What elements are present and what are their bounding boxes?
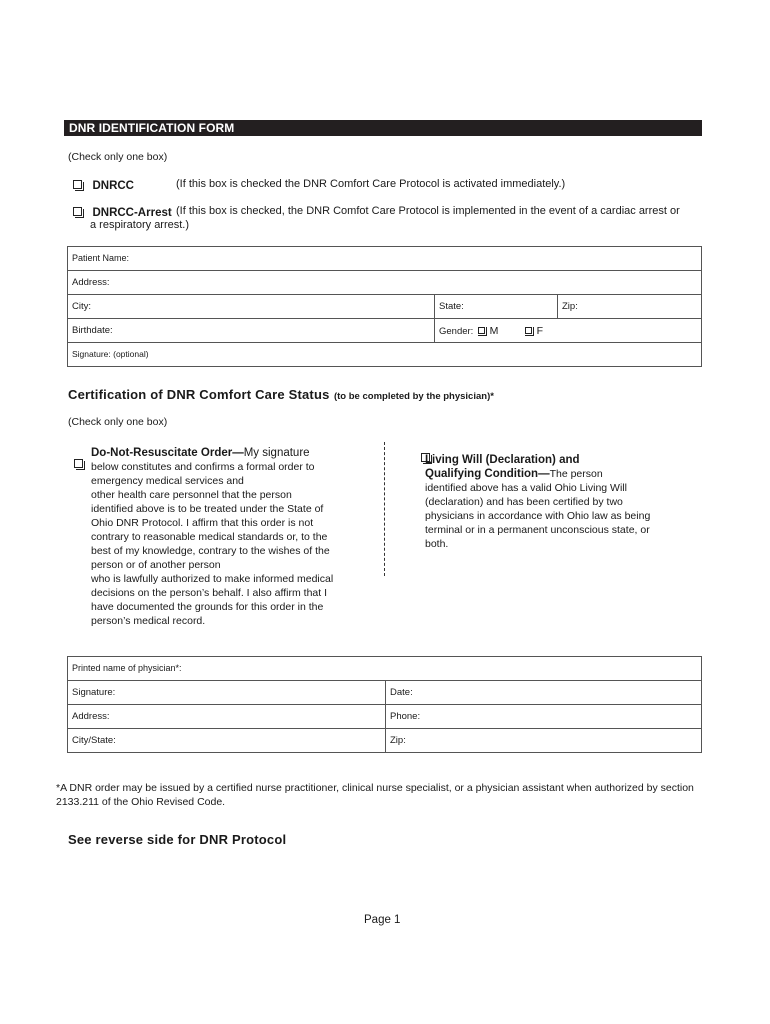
living-will-text — [425, 453, 675, 551]
dnr-order-line: decisions on the person’s behalf. I also affirm that I — [91, 587, 327, 599]
living-will-line: both. — [425, 538, 449, 550]
certification-heading — [68, 386, 494, 404]
physician-address-label: Address: — [72, 711, 110, 722]
dnr-order-line: best of my knowledge, contrary to the wishes of the — [91, 545, 330, 557]
living-will-line: identified above has a valid Ohio Living Will — [425, 482, 627, 494]
dnr-order-line: person or of another person — [91, 559, 221, 571]
dnr-order-text — [91, 446, 361, 628]
dnrcc-arrest-checkbox[interactable] — [73, 207, 82, 216]
footnote-line-1: *A DNR order may be issued by a certified nurse practitioner, clinical nurse specialist, or a physician assistant when authorized by section — [56, 782, 694, 794]
footnote-line-2: 2133.211 of the Ohio Revised Code. — [56, 796, 226, 808]
physician-city-state-field[interactable] — [68, 729, 386, 753]
gender-f-label: F — [536, 324, 544, 337]
zip-field[interactable] — [558, 295, 702, 319]
page-number: Page 1 — [364, 914, 401, 926]
dnrcc-arrest-description-1: (If this box is checked, the DNR Comfot Care Protocol is implemented in the event of a cardiac arrest or — [176, 205, 680, 217]
dnr-order-line: other health care personnel that the person — [91, 489, 292, 501]
patient-name-field[interactable] — [68, 247, 702, 271]
physician-address-field[interactable] — [68, 705, 386, 729]
dnr-order-line: have documented the grounds for this order in the — [91, 601, 324, 613]
dnrcc-arrest-description-2: a respiratory arrest.) — [90, 219, 190, 231]
physician-city-state-label: City/State: — [72, 735, 116, 746]
dnr-order-line: identified above is to be treated under the State of — [91, 503, 324, 515]
form-title: DNR IDENTIFICATION FORM — [64, 120, 702, 136]
address-label: Address: — [72, 277, 110, 288]
living-will-heading-1: Living Will (Declaration) and — [425, 454, 580, 466]
dnrcc-description: (If this box is checked the DNR Comfort Care Protocol is activated immediately.) — [176, 178, 566, 190]
dnr-order-line: who is lawfully authorized to make informed medical — [91, 573, 334, 585]
living-will-line: (declaration) and has been certified by two — [425, 496, 623, 508]
living-will-heading-2: Qualifying Condition— — [425, 468, 550, 480]
physician-info-table — [67, 656, 702, 753]
gender-label: Gender: — [439, 325, 474, 337]
certification-subtitle: (to be completed by the physician)* — [333, 391, 494, 402]
zip-label: Zip: — [562, 301, 578, 312]
living-will-line: physicians in accordance with Ohio law as being — [425, 510, 651, 522]
reverse-side-note: See reverse side for DNR Protocol — [68, 832, 287, 847]
gender-f-checkbox[interactable] — [525, 327, 532, 334]
dnrcc-checkbox[interactable] — [73, 180, 82, 189]
column-divider — [384, 442, 385, 576]
dnr-order-line: Ohio DNR Protocol. I affirm that this order is not — [91, 517, 314, 529]
physician-signature-label: Signature: — [72, 687, 116, 698]
patient-info-table — [67, 246, 702, 367]
dnrcc-label: DNRCC — [92, 180, 134, 192]
address-field[interactable] — [68, 271, 702, 295]
physician-name-label: Printed name of physician*: — [72, 663, 182, 673]
dnr-order-line: emergency medical services and — [91, 475, 244, 487]
certification-title: Certification of DNR Comfort Care Status — [68, 387, 330, 402]
physician-name-field[interactable] — [68, 657, 702, 681]
footnote — [56, 781, 736, 809]
physician-date-field[interactable] — [386, 681, 702, 705]
gender-m-label: M — [489, 324, 499, 337]
living-will-line: The person — [549, 468, 603, 480]
dnr-order-heading: Do-Not-Resuscitate Order— — [91, 447, 244, 459]
signature-field[interactable] — [68, 343, 702, 367]
living-will-line: terminal or in a permanent unconscious state, or — [425, 524, 650, 536]
dnr-order-line: below constitutes and confirms a formal order to — [91, 461, 315, 473]
check-one-instruction: (Check only one box) — [68, 151, 168, 163]
state-label: State: — [439, 301, 464, 312]
state-field[interactable] — [435, 295, 558, 319]
dnr-order-line: contrary to reasonable medical standards or, to the — [91, 531, 328, 543]
physician-zip-label: Zip: — [390, 735, 406, 746]
gender-field — [435, 319, 702, 343]
signature-label: Signature: (optional) — [72, 349, 149, 359]
city-field[interactable] — [68, 295, 435, 319]
physician-signature-field[interactable] — [68, 681, 386, 705]
physician-phone-field[interactable] — [386, 705, 702, 729]
option-dnrcc — [73, 176, 134, 194]
city-label: City: — [72, 301, 91, 312]
certification-check-one: (Check only one box) — [68, 416, 168, 428]
physician-zip-field[interactable] — [386, 729, 702, 753]
dnr-order-checkbox[interactable] — [74, 459, 83, 468]
birthdate-label: Birthdate: — [72, 325, 113, 336]
physician-date-label: Date: — [390, 687, 413, 698]
gender-m-checkbox[interactable] — [478, 327, 485, 334]
patient-name-label: Patient Name: — [72, 253, 130, 263]
birthdate-field[interactable] — [68, 319, 435, 343]
dnrcc-arrest-label: DNRCC-Arrest — [92, 207, 172, 219]
dnr-order-line: person’s medical record. — [91, 615, 206, 627]
physician-phone-label: Phone: — [390, 711, 421, 722]
dnr-order-line: My signature — [243, 447, 310, 459]
